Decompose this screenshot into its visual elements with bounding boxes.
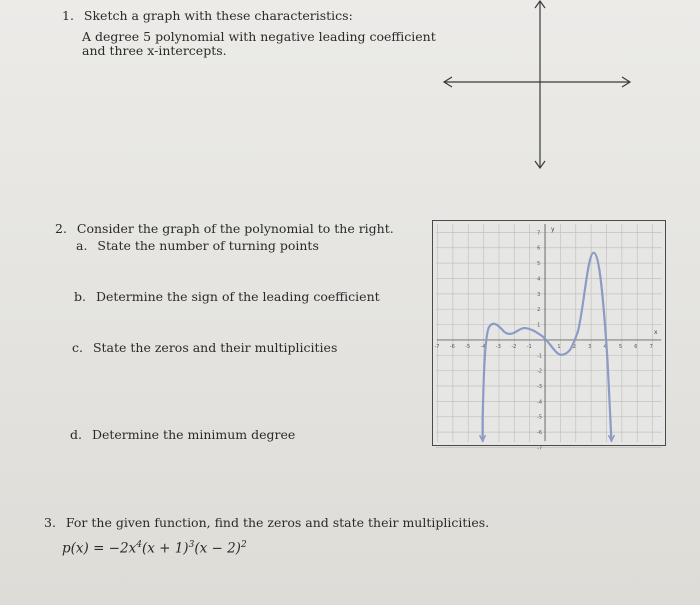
exp-x: 4 bbox=[136, 540, 142, 550]
y-tick-label: 5 bbox=[537, 261, 541, 268]
polynomial-curve bbox=[480, 253, 612, 441]
q3-title: For the given function, find the zeros and state their multiplicities. bbox=[65, 515, 490, 530]
x-tick-label: -5 bbox=[465, 343, 471, 350]
factor-x-plus-1: (x + 1) bbox=[141, 540, 189, 557]
exp-x-plus-1: 3 bbox=[188, 540, 195, 550]
x-tick-label: 3 bbox=[588, 343, 592, 350]
exp-x-minus-2: 2 bbox=[240, 540, 247, 550]
y-tick-label: 1 bbox=[537, 322, 541, 329]
x-tick-label: 1 bbox=[557, 343, 561, 350]
q2-part-b bbox=[74, 289, 380, 304]
q2-title: Consider the graph of the polynomial to the right. bbox=[76, 221, 394, 236]
x-tick-label: -2 bbox=[511, 343, 517, 350]
x-axis-label: x bbox=[654, 328, 658, 336]
q3-number: 3. bbox=[44, 515, 56, 530]
x-tick-label: -3 bbox=[495, 343, 501, 350]
q3-formula bbox=[62, 540, 247, 557]
q2-d-text: Determine the minimum degree bbox=[91, 427, 296, 442]
q2-a-text: State the number of turning points bbox=[97, 238, 319, 253]
x-tick-label: -6 bbox=[449, 343, 455, 350]
x-tick-label: -1 bbox=[526, 343, 532, 350]
graph-grid bbox=[436, 224, 662, 448]
q2-d-label: d. bbox=[70, 427, 82, 442]
x-tick-label: 5 bbox=[618, 343, 623, 350]
y-tick-label: -5 bbox=[537, 414, 543, 421]
q2-part-a bbox=[76, 238, 319, 253]
q2-b-label: b. bbox=[74, 289, 86, 304]
q1-title: Sketch a graph with these characteristics: bbox=[83, 8, 353, 23]
y-tick-label: 7 bbox=[537, 230, 541, 237]
x-tick-label: 4 bbox=[603, 343, 607, 350]
q2-a-label: a. bbox=[76, 238, 88, 253]
y-tick-label: 2 bbox=[537, 307, 541, 314]
y-axis-label: y bbox=[550, 225, 555, 233]
x-tick-label: 2 bbox=[572, 343, 576, 350]
x-tick-label: 7 bbox=[649, 343, 653, 350]
formula-lhs: p(x) = −2x bbox=[62, 540, 137, 557]
y-tick-label: -6 bbox=[537, 430, 543, 437]
q2-b-text: Determine the sign of the leading coefficient bbox=[95, 289, 380, 304]
x-tick-label: -7 bbox=[434, 343, 440, 350]
tick-labels bbox=[435, 230, 653, 451]
q1-line1: A degree 5 polynomial with negative leading coefficient bbox=[82, 29, 436, 44]
q1-heading bbox=[62, 8, 353, 23]
q1-line2: and three x-intercepts. bbox=[82, 43, 227, 58]
x-tick-label: -4 bbox=[480, 343, 486, 350]
factor-x-minus-2: (x − 2) bbox=[194, 540, 241, 557]
q3-heading bbox=[44, 515, 489, 530]
q2-part-d bbox=[70, 427, 295, 442]
q2-c-text: State the zeros and their multiplicities bbox=[92, 340, 338, 355]
y-tick-label: 4 bbox=[537, 276, 541, 283]
y-tick-label: 6 bbox=[537, 245, 541, 252]
polynomial-graph bbox=[432, 220, 666, 452]
y-tick-label: -3 bbox=[537, 384, 543, 391]
q2-part-c bbox=[72, 340, 337, 355]
q2-c-label: c. bbox=[72, 340, 83, 355]
y-tick-label: 3 bbox=[537, 291, 541, 298]
y-tick-label: -1 bbox=[537, 353, 543, 360]
y-tick-label: -7 bbox=[537, 445, 543, 452]
y-tick-label: -4 bbox=[537, 399, 543, 406]
q2-heading bbox=[55, 221, 394, 236]
q2-number: 2. bbox=[55, 221, 67, 236]
sketch-axes bbox=[432, 0, 642, 175]
x-tick-label: 6 bbox=[634, 343, 638, 350]
y-tick-label: -2 bbox=[537, 368, 543, 375]
q1-number: 1. bbox=[62, 8, 74, 23]
